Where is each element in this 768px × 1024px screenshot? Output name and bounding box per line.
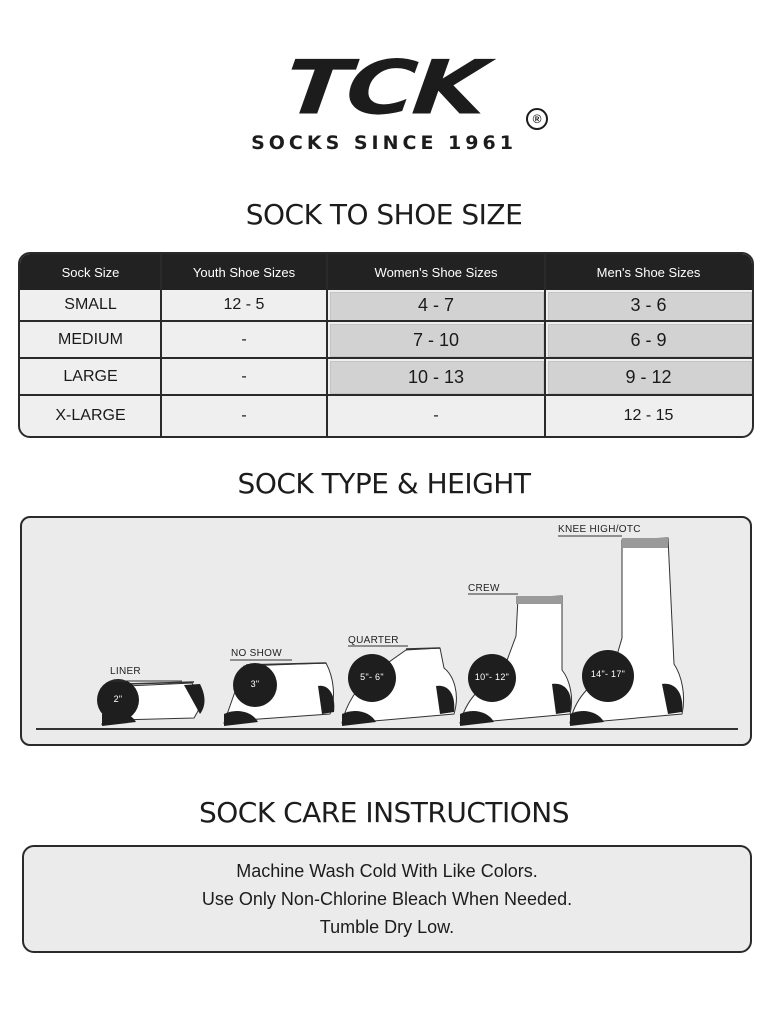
care-instruction-line: Tumble Dry Low.: [319, 917, 455, 937]
table-row: [20, 322, 752, 358]
column-divider: [160, 254, 162, 436]
sock-type-label: LINER: [110, 666, 141, 677]
brand-tagline: SOCKS SINCE 1961: [251, 132, 517, 154]
column-divider: [544, 254, 546, 436]
header-sock-size: Sock Size: [61, 264, 120, 280]
size-section-title: SOCK TO SHOE SIZE: [245, 198, 523, 231]
sock-size-cell: MEDIUM: [58, 331, 123, 348]
womens-size-cell: 7 - 10: [412, 329, 460, 350]
size-table: [18, 252, 754, 438]
sock-size-cell: SMALL: [64, 296, 117, 313]
sock-type-label: QUARTER: [348, 635, 399, 646]
sock-type-label: CREW: [468, 583, 500, 594]
table-row: [20, 396, 752, 436]
height-badge: 10"- 12": [474, 672, 510, 682]
mens-size-cell: 3 - 6: [630, 294, 667, 315]
type-section-title: SOCK TYPE & HEIGHT: [237, 467, 531, 500]
womens-size-cell: 10 - 13: [407, 366, 465, 387]
sock-size-cell: LARGE: [63, 368, 118, 385]
height-badge: 2": [113, 694, 123, 704]
sock-type-panel: [20, 516, 752, 746]
knee-high-sock-illustration: [570, 538, 684, 726]
care-instruction-line: Machine Wash Cold With Like Colors.: [236, 861, 538, 881]
size-table-header: [20, 254, 752, 290]
registered-mark: ®: [526, 108, 548, 130]
table-row: [20, 290, 752, 320]
column-divider: [326, 254, 328, 436]
height-badge: 3": [250, 679, 260, 689]
mens-size-cell: 12 - 15: [623, 407, 674, 424]
youth-size-cell: -: [241, 331, 247, 348]
crew-sock-illustration: [460, 596, 572, 726]
care-instruction-line: Use Only Non-Chlorine Bleach When Needed.: [201, 889, 573, 909]
sock-type-label: KNEE HIGH/OTC: [558, 524, 641, 535]
row-divider: [20, 394, 752, 396]
care-instructions-panel: [22, 845, 752, 953]
mens-size-cell: 6 - 9: [630, 329, 667, 350]
table-row: [20, 359, 752, 395]
youth-size-cell: -: [241, 368, 247, 385]
youth-size-cell: -: [241, 407, 247, 424]
youth-size-cell: 12 - 5: [223, 296, 265, 313]
no-show-sock-illustration: [224, 663, 334, 726]
quarter-sock-illustration: [342, 648, 456, 726]
header-mens-sizes: Men's Shoe Sizes: [596, 264, 701, 280]
womens-size-cell: 4 - 7: [417, 294, 455, 315]
care-section-title: SOCK CARE INSTRUCTIONS: [198, 796, 570, 829]
header-womens-sizes: Women's Shoe Sizes: [374, 264, 498, 280]
womens-size-cell: -: [433, 407, 439, 424]
height-badge: 14"- 17": [590, 669, 626, 679]
floor-line: [36, 728, 738, 730]
row-divider: [20, 357, 752, 359]
height-badge: 5"- 6": [360, 672, 384, 682]
logo-wordmark: TCK: [280, 44, 488, 132]
sock-size-cell: X-LARGE: [55, 407, 126, 424]
row-divider: [20, 320, 752, 322]
brand-logo: [0, 40, 768, 136]
sock-illustrations: [22, 518, 750, 744]
sock-type-label: NO SHOW: [231, 648, 282, 659]
mens-size-cell: 9 - 12: [625, 366, 672, 387]
header-youth-sizes: Youth Shoe Sizes: [192, 264, 296, 280]
